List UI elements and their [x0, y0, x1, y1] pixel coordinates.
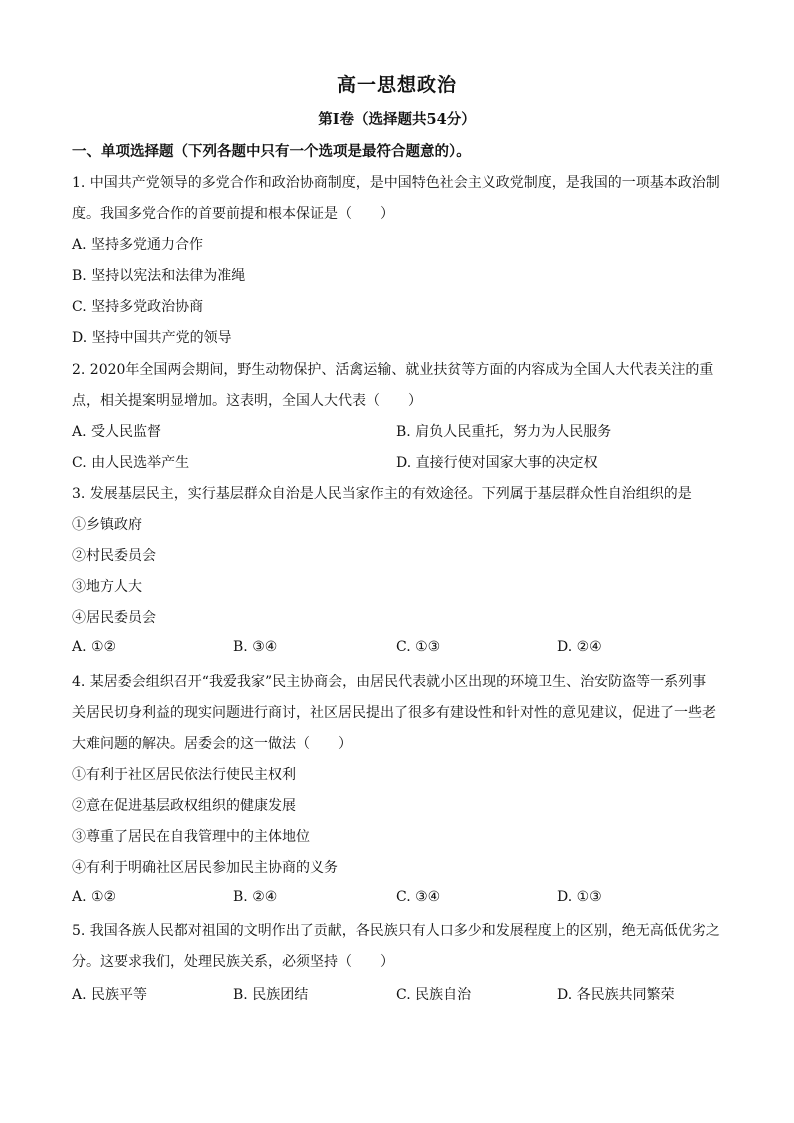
question-2-option-d: D. 直接行使对国家大事的决定权 — [396, 455, 598, 471]
question-5-option-c: C. 民族自治 — [396, 987, 472, 1003]
question-1-stem-line-2: 度。我国多党合作的首要前提和根本保证是（ ） — [72, 206, 394, 222]
question-3-option-a: A. ①② — [72, 639, 117, 655]
question-3-option-b: B. ③④ — [233, 639, 278, 655]
question-1-option-c: C. 坚持多党政治协商 — [72, 299, 204, 315]
question-5-option-a: A. 民族平等 — [72, 987, 148, 1003]
question-2-stem-line-1: 2. 2020年全国两会期间，野生动物保护、活禽运输、就业扶贫等方面的内容成为全国人大代表关注的重 — [72, 362, 714, 378]
question-3-option-d: D. ②④ — [557, 639, 602, 655]
question-3-statement-1: ①乡镇政府 — [72, 517, 142, 533]
section-heading: 一、单项选择题（下列各题中只有一个选项是最符合题意的）。 — [72, 143, 471, 160]
question-4-statement-2: ②意在促进基层政权组织的健康发展 — [72, 798, 296, 814]
question-4-stem-line-1: 4. 某居委会组织召开“我爱我家”民主协商会，由居民代表就小区出现的环境卫生、治安防盗等一系列事 — [72, 674, 707, 690]
question-1-option-b: B. 坚持以宪法和法律为准绳 — [72, 268, 246, 284]
question-4-option-b: B. ②④ — [233, 889, 278, 905]
question-4-stem-line-3: 大难问题的解决。居委会的这一做法（ ） — [72, 736, 352, 752]
question-4-statement-4: ④有利于明确社区居民参加民主协商的义务 — [72, 860, 338, 876]
question-5-stem-line-1: 5. 我国各族人民都对祖国的文明作出了贡献，各民族只有人口多少和发展程度上的区别，绝无高低优劣之 — [72, 923, 720, 939]
question-3-statement-3: ③地方人大 — [72, 579, 142, 595]
question-4-option-a: A. ①② — [72, 889, 117, 905]
question-4-statement-1: ①有利于社区居民依法行使民主权利 — [72, 767, 296, 783]
section-subtitle: 第Ⅰ卷（选择题共54分） — [318, 111, 476, 128]
question-3-statement-4: ④居民委员会 — [72, 610, 156, 626]
page-title: 高一思想政治 — [336, 74, 457, 96]
question-2-stem-line-2: 点，相关提案明显增加。这表明，全国人大代表（ ） — [72, 393, 422, 409]
question-2-option-c: C. 由人民选举产生 — [72, 455, 190, 471]
question-4-statement-3: ③尊重了居民在自我管理中的主体地位 — [72, 829, 310, 845]
question-4-option-c: C. ③④ — [396, 889, 441, 905]
question-5-option-b: B. 民族团结 — [233, 987, 309, 1003]
question-2-option-a: A. 受人民监督 — [72, 424, 162, 440]
question-3-option-c: C. ①③ — [396, 639, 441, 655]
question-1-option-d: D. 坚持中国共产党的领导 — [72, 330, 232, 346]
question-5-stem-line-2: 分。这要求我们，处理民族关系，必须坚持（ ） — [72, 954, 394, 970]
question-1-option-a: A. 坚持多党通力合作 — [72, 237, 204, 253]
question-3-stem: 3. 发展基层民主，实行基层群众自治是人民当家作主的有效途径。下列属于基层群众性自治组织的是 — [72, 486, 692, 502]
question-5-option-d: D. 各民族共同繁荣 — [557, 987, 675, 1003]
question-3-statement-2: ②村民委员会 — [72, 548, 156, 564]
question-2-option-b: B. 肩负人民重托，努力为人民服务 — [396, 424, 612, 440]
question-4-stem-line-2: 关居民切身利益的现实问题进行商讨，社区居民提出了很多有建设性和针对性的意见建议，促进了一些老 — [72, 705, 716, 721]
question-4-option-d: D. ①③ — [557, 889, 602, 905]
question-1-stem-line-1: 1. 中国共产党领导的多党合作和政治协商制度，是中国特色社会主义政党制度，是我国的一项基本政治制 — [72, 175, 720, 191]
